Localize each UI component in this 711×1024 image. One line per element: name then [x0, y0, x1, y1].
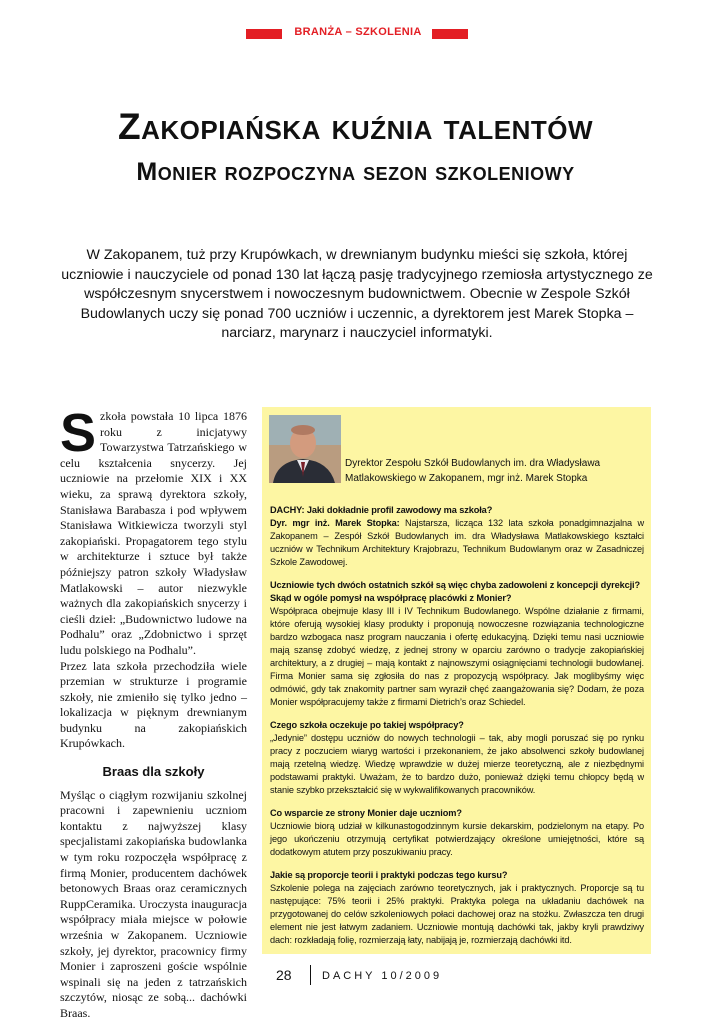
- qa-item: [270, 579, 644, 709]
- intro-paragraph: [60, 403, 247, 659]
- section-label: BRANŻA – SZKOLENIA: [294, 26, 422, 38]
- braas-paragraph: Myśląc o ciągłym rozwijaniu szkolnej pracowni i zapewnieniu uczniom kontaktu z najwyższej klasy specjalistami zakopiańska budowlanka w tym roku rozpoczęła współpracę z firmą Monier, producentem dachówek betonowych Braas oraz ceramicznych RuppCeramika. Uroczysta inauguracja współpracy miała miejsce w połowie września w Zakopanem. Uczniowie szkoły, jej dyrektor, pracownicy firmy Monier i zaproszeni goście wspólnie wspinali się na jeden z tatrzańskich szczytów, niosąc ze sobą... dachówki Braas.: [60, 787, 247, 1020]
- interview-qa: [270, 504, 644, 957]
- dropcap: S: [60, 403, 97, 463]
- qa-answer: [270, 517, 644, 569]
- magazine-issue: DACHY 10/2009: [322, 970, 443, 982]
- qa-item: [270, 807, 644, 859]
- header-accent-bar-left: [246, 29, 282, 39]
- qa-question: DACHY: Jaki dokładnie profil zawodowy ma szkoła?: [270, 505, 493, 515]
- qa-item: [270, 504, 644, 569]
- qa-question: Uczniowie tych dwóch ostatnich szkół są więc chyba zadowoleni z koncepcji dyrekcji? Skąd w ogóle pomysł na współpracę placówki z Monier?: [270, 580, 641, 603]
- article-lead: W Zakopanem, tuż przy Krupówkach, w drewnianym budynku mieści się szkoła, której uczniowie i nauczyciele od ponad 130 lat łączą pasję tradycyjnego rzemiosła artystycznego ze współczesnym snycerstwem i nowoczesnym budownictwem. Obecnie w Zespole Szkół Budowlanych uczy się ponad 700 uczniów i uczennic, a dyrektorem jest Marek Stopka – narciarz, marynarz i nauczyciel informatyki.: [61, 247, 653, 342]
- portrait-illustration: [269, 415, 341, 483]
- page-number: 28: [276, 967, 292, 983]
- article-title: Zakopiańska kuźnia talentów: [117, 106, 594, 147]
- qa-answer: „Jedynie” dostępu uczniów do nowych technologii – tak, aby mogli poruszać się po rynku pracy z poczuciem wiaryg wartości i przekonaniem, że jako absolwenci szkoły budowlanej mają rzetelną wiedzę. Wiedzę wprawdzie w dużej mierze teoretyczną, ale z niezbędnymi podstawami praktyki. Uważam, że to bardzo dużo, ponieważ dzięki temu chłopcy będą w stanie szybko przekształcić się w wykwalifikowanych pracowników.: [270, 733, 644, 795]
- photo-caption: Dyrektor Zespołu Szkół Budowlanych im. dra Władysława Matlakowskiego w Zakopanem, mgr inż. Marek Stopka: [345, 458, 601, 484]
- qa-answer: Szkolenie polega na zajęciach zarówno teoretycznych, jak i praktycznych. Proporcje są tu następujące: 75% teorii i 25% praktyki. Praktyka polega na układaniu dachówek na przygotowanej do celów szkoleniowych połaci dachowej oraz na stożku. Zwłaszcza ten drugi element nie jest łatwym zadaniem. Uczniowie montują dachówki tak, jakby kryli prawdziwy dach: rozkładają folię, rozmierzają łaty, nabijają je, rozmierzają dachówki itd.: [270, 883, 644, 945]
- qa-item: [270, 869, 644, 947]
- qa-speaker: Dyr. mgr inż. Marek Stopka:: [270, 518, 400, 528]
- qa-question: Czego szkoła oczekuje po takiej współpracy?: [270, 720, 464, 730]
- history-paragraph: Przez lata szkoła przechodziła wiele przemian w strukturze i programie szkoły, nie zmieniło się tylko jedno – lokalizacja w pięknym drewnianym budynku na zakopiańskich Krupówkach.: [60, 658, 247, 751]
- qa-question: Jakie są proporcje teorii i praktyki podczas tego kursu?: [270, 870, 508, 880]
- qa-answer: Współpraca obejmuje klasy III i IV Technikum Budowlanego. Wspólne działanie z firmami, które oferują wysokiej klasy produkty i proponują nowoczesne rozwiązania technologiczne bardzo wzbogaca nasz program nauczania i ofertę edukacyjną. Dzięki temu nasi uczniowie mają szansę zdobyć wiedzę, z jednej strony w oparciu zarówno o tradycje zakopiańskiej architektury, a z drugiej – mają kontakt z najnowszymi osiągnięciami technologii budowlanej. Firma Monier sama się zgłosiła do nas z propozycją współpracy. Jak moglibyśmy więc odmówić, gdy tak znakomity partner sam wyraził chęć zaangażowania się? Dodam, że poza Monier współpracujemy także z firmami Dietrich’s oraz Schiedel.: [270, 606, 644, 707]
- qa-answer-text: Najstarsza, licząca 132 lata szkoła ponadgimnazjalna w Zakopanem – Zespół Szkół Budowlanych im. dra Władysława Matlakowskiego kształci uczniów w Technikum Architektury Krajobrazu, Technikum Budowlanym oraz w Zasadniczej Szkole Zawodowej.: [270, 518, 644, 567]
- qa-item: [270, 719, 644, 797]
- qa-question: Co wsparcie ze strony Monier daje uczniom?: [270, 808, 462, 818]
- section-heading-braas: Braas dla szkoły: [102, 764, 205, 780]
- left-column: [60, 403, 247, 1022]
- director-photo: [269, 415, 341, 483]
- intro-text: zkoła powstała 10 lipca 1876 roku z inicjatywy Towarzystwa Tatrzańskiego w celu kształcenia snycerzy. Jej uczniowie na przełomie XIX i XX wieku, za sprawą dyrektora szkoły, Stanisława Barabasza i pod wpływem Stanisława Witkiewicza tworzyli styl zakopiański. Propagatorem tego stylu w architekturze i sztuce był także późniejszy patron szkoły Władysław Matlakowski – autor niezwykle ważnych dla zakopiańskich snycerzy i cieśli dzieł: „Budownictwo ludowe na Podhalu” oraz „Zdobnictwo i sprzęt ludu polskiego na Podhalu”.: [60, 409, 247, 657]
- header-accent-bar-right: [432, 29, 468, 39]
- article-subtitle: Monier rozpoczyna sezon szkoleniowy: [136, 158, 575, 186]
- footer-divider: [310, 965, 311, 985]
- qa-answer: Uczniowie biorą udział w kilkunastogodzinnym kursie dekarskim, podzielonym na etapy. Po jego ukończeniu otrzymują certyfikat potwierdzający określone umiejętności, które są dodatkowym atutem przy poszukiwaniu pracy.: [270, 821, 644, 857]
